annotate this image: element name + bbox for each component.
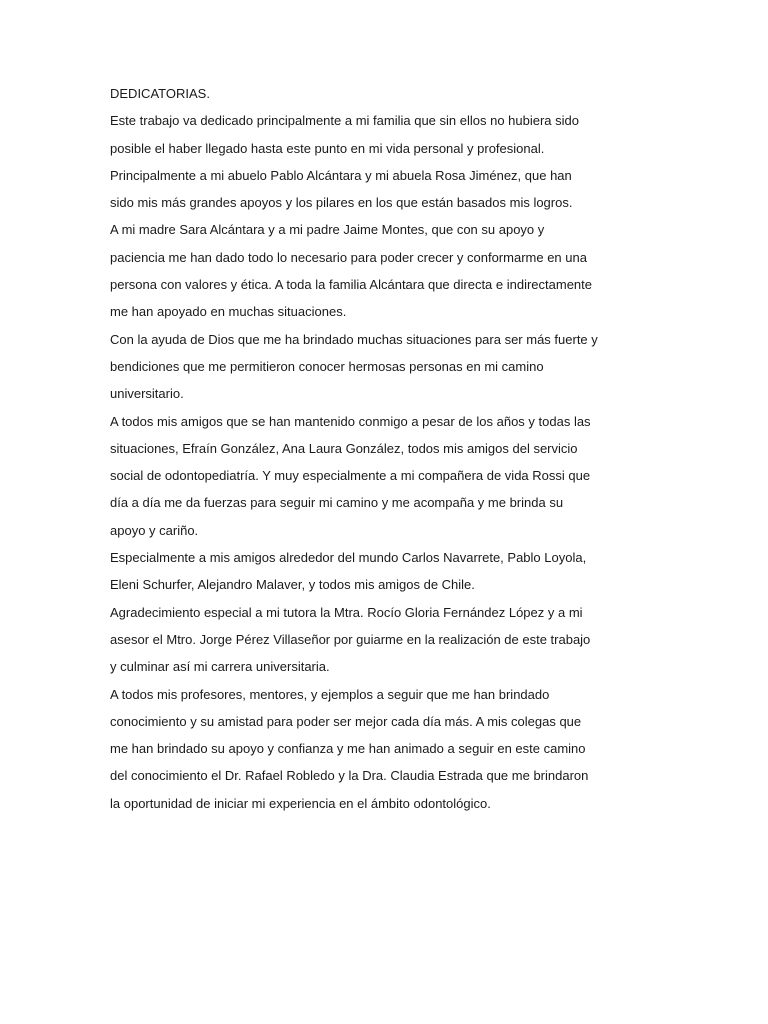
text-line: A todos mis amigos que se han mantenido conmigo a pesar de los años y todas las — [110, 413, 591, 429]
document-heading: DEDICATORIAS. — [110, 86, 210, 101]
text-line: me han brindado su apoyo y confianza y me han animado a seguir en este camino — [110, 741, 586, 757]
text-line: posible el haber llegado hasta este punto en mi vida personal y profesional. — [110, 140, 545, 156]
text-line: y culminar así mi carrera universitaria. — [110, 659, 330, 675]
dedication-text — [110, 80, 610, 817]
text-line: del conocimiento el Dr. Rafael Robledo y la Dra. Claudia Estrada que me brindaron — [110, 768, 589, 784]
text-line: Este trabajo va dedicado principalmente a mi familia que sin ellos no hubiera sido — [110, 113, 579, 129]
text-line: me han apoyado en muchas situaciones. — [110, 304, 347, 320]
text-line: persona con valores y ética. A toda la familia Alcántara que directa e indirectamente — [110, 277, 593, 293]
text-line: asesor el Mtro. Jorge Pérez Villaseñor por guiarme en la realización de este trabajo — [110, 631, 591, 647]
text-line: sido mis más grandes apoyos y los pilares en los que están basados mis logros. — [110, 195, 573, 211]
text-line: la oportunidad de iniciar mi experiencia en el ámbito odontológico. — [110, 795, 491, 811]
text-line: Agradecimiento especial a mi tutora la Mtra. Rocío Gloria Fernández López y a mi — [110, 604, 583, 620]
text-line: día a día me da fuerzas para seguir mi camino y me acompaña y me brinda su — [110, 495, 564, 511]
text-line: paciencia me han dado todo lo necesario para poder crecer y conformarme en una — [110, 249, 587, 265]
text-line: A todos mis profesores, mentores, y ejemplos a seguir que me han brindado — [110, 686, 550, 702]
text-line: universitario. — [110, 386, 184, 402]
text-line: social de odontopediatría. Y muy especialmente a mi compañera de vida Rossi que — [110, 468, 591, 484]
text-line: bendiciones que me permitieron conocer hermosas personas en mi camino — [110, 358, 544, 374]
text-line: Principalmente a mi abuelo Pablo Alcántara y mi abuela Rosa Jiménez, que han — [110, 167, 572, 183]
text-line: conocimiento y su amistad para poder ser mejor cada día más. A mis colegas que — [110, 713, 582, 729]
text-line: Especialmente a mis amigos alrededor del mundo Carlos Navarrete, Pablo Loyola, — [110, 550, 587, 566]
text-line: Con la ayuda de Dios que me ha brindado muchas situaciones para ser más fuerte y — [110, 331, 598, 347]
text-line: A mi madre Sara Alcántara y a mi padre Jaime Montes, que con su apoyo y — [110, 222, 545, 238]
text-line: situaciones, Efraín González, Ana Laura González, todos mis amigos del servicio — [110, 440, 578, 456]
text-line: apoyo y cariño. — [110, 522, 199, 538]
text-line: Eleni Schurfer, Alejandro Malaver, y todos mis amigos de Chile. — [110, 577, 475, 593]
